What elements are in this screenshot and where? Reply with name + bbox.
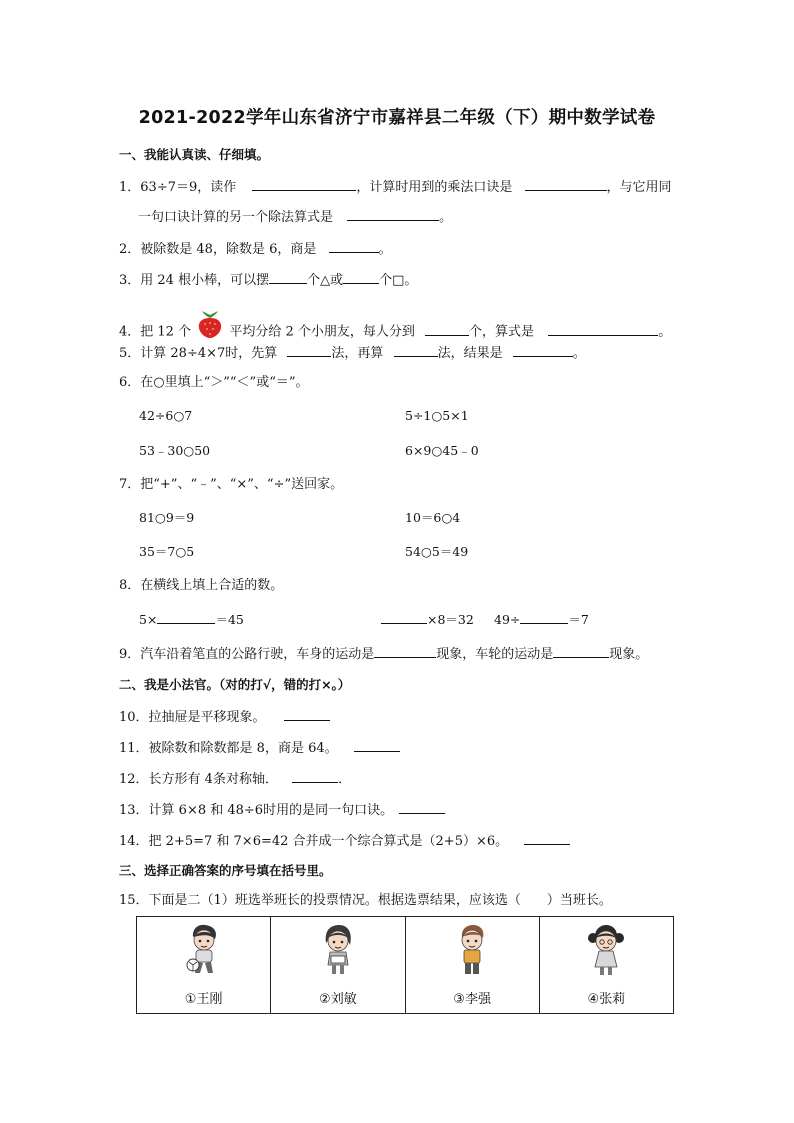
q12-text-b: ． bbox=[338, 772, 352, 787]
candidate-3: ③李强 bbox=[453, 992, 491, 1007]
answer-blank[interactable] bbox=[553, 645, 609, 658]
candidate-cell-2[interactable] bbox=[271, 917, 405, 1014]
q1-text-d: 一句口诀计算的另一个除法算式是 bbox=[138, 210, 334, 225]
q4-text-d: 。 bbox=[658, 324, 672, 340]
q8-item-2-right: ×8＝32 bbox=[427, 612, 474, 627]
q9-text-b: 现象，车轮的运动是 bbox=[436, 647, 554, 662]
section-3-heading: 三、选择正确答案的序号填在括号里。 bbox=[119, 863, 332, 878]
question-7: 7．把“+”、“﹣”、“×”、“÷”送回家。 bbox=[119, 477, 344, 492]
question-2 bbox=[119, 240, 392, 258]
answer-blank[interactable] bbox=[524, 832, 570, 845]
q6-item-4[interactable]: 6×9○45﹣0 bbox=[405, 443, 479, 458]
q10-text: 10．拉抽屉是平移现象。 bbox=[119, 710, 266, 725]
answer-blank[interactable] bbox=[157, 611, 215, 624]
question-1-line-2 bbox=[138, 208, 452, 226]
answer-blank[interactable] bbox=[425, 323, 469, 336]
q4-text-a: 4．把 12 个 bbox=[119, 324, 192, 340]
page-title: 2021-2022学年山东省济宁市嘉祥县二年级（下）期中数学试卷 bbox=[138, 108, 656, 128]
q2-text-b: 。 bbox=[378, 242, 392, 257]
q5-text-d: 。 bbox=[572, 346, 586, 361]
answer-blank[interactable] bbox=[548, 323, 658, 336]
answer-blank[interactable] bbox=[343, 271, 379, 284]
q6-item-3[interactable]: 53﹣30○50 bbox=[139, 443, 211, 458]
answer-blank[interactable] bbox=[513, 344, 573, 357]
q5-text-b: 法，再算 bbox=[331, 346, 384, 361]
answer-blank[interactable] bbox=[269, 271, 307, 284]
q9-text-a: 9．汽车沿着笔直的公路行驶，车身的运动是 bbox=[119, 647, 375, 662]
answer-blank[interactable] bbox=[292, 770, 338, 783]
q1-text-a: 1．63÷7＝9，读作 bbox=[119, 180, 237, 195]
q4-text-c: 个，算式是 bbox=[469, 324, 535, 340]
q12-text-a: 12．长方形有 4条对称轴． bbox=[119, 772, 278, 787]
candidate-2: ②刘敏 bbox=[319, 992, 357, 1007]
q5-text-a: 5．计算 28÷4×7时，先算 bbox=[119, 346, 278, 361]
q11-text: 11．被除数和除数都是 8，商是 64。 bbox=[119, 741, 338, 756]
section-1-heading: 一、我能认真读、仔细填。 bbox=[119, 147, 270, 162]
question-5 bbox=[119, 344, 586, 362]
question-9 bbox=[119, 645, 648, 663]
q6-item-1[interactable]: 42÷6○7 bbox=[139, 408, 193, 423]
answer-blank[interactable] bbox=[347, 208, 439, 221]
question-14 bbox=[119, 832, 570, 850]
question-6: 6．在○里填上“＞”“＜”或“＝”。 bbox=[119, 375, 309, 390]
q13-text: 13．计算 6×8 和 48÷6时用的是同一句口诀。 bbox=[119, 803, 394, 818]
question-4 bbox=[119, 317, 671, 347]
answer-blank[interactable] bbox=[399, 801, 445, 814]
q3-text-b: 个△或 bbox=[307, 273, 344, 288]
boy-with-ball-icon bbox=[184, 923, 224, 979]
question-8: 8．在横线上填上合适的数。 bbox=[119, 578, 284, 593]
answer-blank[interactable] bbox=[284, 708, 330, 721]
candidate-4: ④张莉 bbox=[587, 992, 626, 1007]
answer-blank[interactable] bbox=[394, 344, 438, 357]
q8-item-1-right: ＝45 bbox=[215, 612, 244, 627]
candidate-cell-1[interactable] bbox=[137, 917, 271, 1014]
answer-blank[interactable] bbox=[354, 739, 400, 752]
question-12 bbox=[119, 770, 351, 788]
strawberry-icon bbox=[197, 309, 223, 339]
section-2-heading: 二、我是小法官。（对的打√，错的打×。） bbox=[119, 677, 351, 692]
candidate-cell-4[interactable] bbox=[539, 917, 673, 1014]
question-13 bbox=[119, 801, 445, 819]
boy-standing-icon bbox=[452, 923, 492, 979]
q9-text-c: 现象。 bbox=[609, 647, 649, 662]
vote-table bbox=[136, 916, 674, 1014]
question-15: 15．下面是二（1）班选举班长的投票情况。根据选票结果，应该选（ ）当班长。 bbox=[119, 893, 612, 908]
q4-text-b: 平均分给 2 个小朋友，每人分到 bbox=[229, 324, 415, 340]
candidate-cell-3[interactable] bbox=[405, 917, 539, 1014]
q7-item-3[interactable]: 35＝7○5 bbox=[139, 544, 195, 559]
girl-reading-icon bbox=[318, 923, 358, 979]
answer-blank[interactable] bbox=[374, 645, 436, 658]
q8-item-3-left: 49÷ bbox=[494, 612, 521, 627]
q8-item-3 bbox=[494, 611, 589, 628]
answer-blank[interactable] bbox=[381, 611, 427, 624]
question-10 bbox=[119, 708, 330, 726]
girl-with-pigtails-icon bbox=[586, 923, 626, 979]
q8-item-2 bbox=[381, 611, 474, 628]
q3-text-c: 个□。 bbox=[379, 273, 418, 288]
q14-text: 14．把 2+5=7 和 7×6=42 合并成一个综合算式是（2+5）×6。 bbox=[119, 834, 509, 849]
question-1-line-1 bbox=[119, 178, 672, 196]
q1-text-c: ，与它用同 bbox=[606, 180, 672, 195]
answer-blank[interactable] bbox=[525, 178, 607, 191]
q7-item-4[interactable]: 54○5＝49 bbox=[405, 544, 469, 559]
q1-text-e: 。 bbox=[439, 210, 453, 225]
q7-item-2[interactable]: 10＝6○4 bbox=[405, 510, 461, 525]
answer-blank[interactable] bbox=[252, 178, 356, 191]
q7-item-1[interactable]: 81○9＝9 bbox=[139, 510, 195, 525]
question-3 bbox=[119, 271, 417, 289]
answer-blank[interactable] bbox=[329, 240, 379, 253]
q1-text-b: ，计算时用到的乘法口诀是 bbox=[356, 180, 513, 195]
q5-text-c: 法，结果是 bbox=[437, 346, 503, 361]
question-11 bbox=[119, 739, 400, 757]
q8-item-1 bbox=[139, 611, 244, 628]
answer-blank[interactable] bbox=[287, 344, 331, 357]
q8-item-1-left: 5× bbox=[139, 612, 158, 627]
q8-item-3-right: ＝7 bbox=[568, 612, 589, 627]
candidate-1: ①王刚 bbox=[184, 992, 223, 1007]
q2-text-a: 2．被除数是 48，除数是 6，商是 bbox=[119, 242, 317, 257]
q6-item-2[interactable]: 5÷1○5×1 bbox=[405, 408, 469, 423]
q3-text-a: 3．用 24 根小棒，可以摆 bbox=[119, 273, 270, 288]
answer-blank[interactable] bbox=[520, 611, 568, 624]
